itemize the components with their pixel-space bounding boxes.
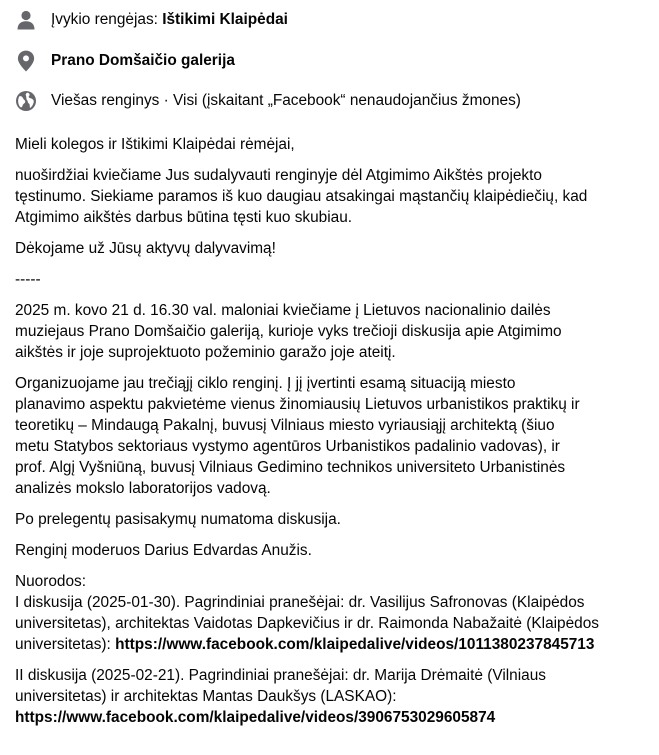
discussion-2-video-link[interactable]: https://www.facebook.com/klaipedalive/videos/3906753029605874 (15, 709, 496, 726)
separator: ----- (15, 271, 41, 288)
text-line: nuoširdžiai kviečiame Jus sudalyvauti renginyje dėl Atgimimo Aikštės projekto (15, 167, 542, 184)
text-line: aikštės ir joje suprojektuoto požeminio garažo joje ateitį. (15, 344, 396, 361)
speakers-paragraph (15, 373, 655, 499)
discussion-2-paragraph (15, 665, 655, 728)
text-line: tęstinumo. Siekiame paramos iš kuo daugiau atsakingai mąstančių klaipėdiečių, kad (15, 188, 588, 205)
location-row (14, 49, 235, 73)
discussion-line: Po prelegentų pasisakymų numatoma diskusija. (15, 511, 341, 528)
intro-paragraph (15, 165, 655, 228)
thanks-line: Dėkojame už Jūsų aktyvų dalyvavimą! (15, 240, 276, 257)
location-link[interactable]: Prano Domšaičio galerija (51, 52, 235, 69)
invite-paragraph (15, 300, 655, 363)
privacy-text: Viešas renginys · Visi (įskaitant „Facebook“ nenaudojančius žmones) (51, 92, 521, 109)
text-line: teoretikų – Mindaugą Pakalnį, buvusį Vilniaus miesto vyriausiąjį architektą (šiuo (15, 417, 555, 434)
organizer-prefix: Įvykio rengėjas: (51, 11, 163, 28)
text-line: Atgimimo aikštės darbus būtina tęsti kuo skubiau. (15, 209, 353, 226)
text-line: 2025 m. kovo 21 d. 16.30 val. maloniai kviečiame į Lietuvos nacionalinio dailės (15, 302, 551, 319)
discussion-1-video-link[interactable]: https://www.facebook.com/klaipedalive/videos/1011380237845713 (115, 636, 595, 653)
greeting: Mieli kolegos ir Ištikimi Klaipėdai rėmėjai, (15, 136, 295, 153)
text-line: universitetas), architektas Vaidotas Dapkevičius ir dr. Raimonda Nabažaitė (Klaipėdos (15, 615, 599, 632)
text-line (15, 707, 655, 728)
text-line: prof. Algį Vyšniūną, buvusį Vilniaus Gedimino technikos universiteto Urbanistinės (15, 459, 566, 476)
map-pin-icon (14, 49, 38, 73)
event-description (15, 134, 655, 738)
globe-icon (14, 89, 38, 113)
text-line: II diskusija (2025-02-21). Pagrindiniai pranešėjai: dr. Marija Drėmaitė (Vilniaus (15, 667, 546, 684)
text-line (15, 634, 655, 655)
text-line: I diskusija (2025-01-30). Pagrindiniai pranešėjai: dr. Vasilijus Safronovas (Klaipėdos (15, 594, 585, 611)
text-line: muziejaus Prano Domšaičio galeriją, kurioje vyks trečioji diskusija apie Atgimimo (15, 323, 562, 340)
text-line: universitetas) ir architektas Mantas Daukšys (LASKAO): (15, 688, 397, 705)
organizer-link[interactable]: Ištikimi Klaipėdai (162, 11, 288, 28)
links-paragraph (15, 571, 655, 655)
text-line: planavimo aspektu pakvietėme vienus žinomiausių Lietuvos urbanistikos praktikų ir (15, 396, 580, 413)
person-icon (14, 8, 38, 32)
privacy-row (14, 89, 521, 113)
text-fragment: universitetas): (15, 636, 116, 653)
links-heading: Nuorodos: (15, 573, 87, 590)
text-line: metu Statybos sektoriaus vystymo agentūros Urbanistikos padalinio vadovas), ir (15, 438, 560, 455)
organizer-text (51, 10, 288, 30)
organizer-row (14, 8, 288, 32)
moderator-line: Renginį moderuos Darius Edvardas Anužis. (15, 542, 312, 559)
text-line: Organizuojame jau trečiąjį ciklo renginį. Į jį įvertinti esamą situaciją miesto (15, 375, 516, 392)
text-line: analizės mokslo laboratorijos vadovą. (15, 480, 271, 497)
